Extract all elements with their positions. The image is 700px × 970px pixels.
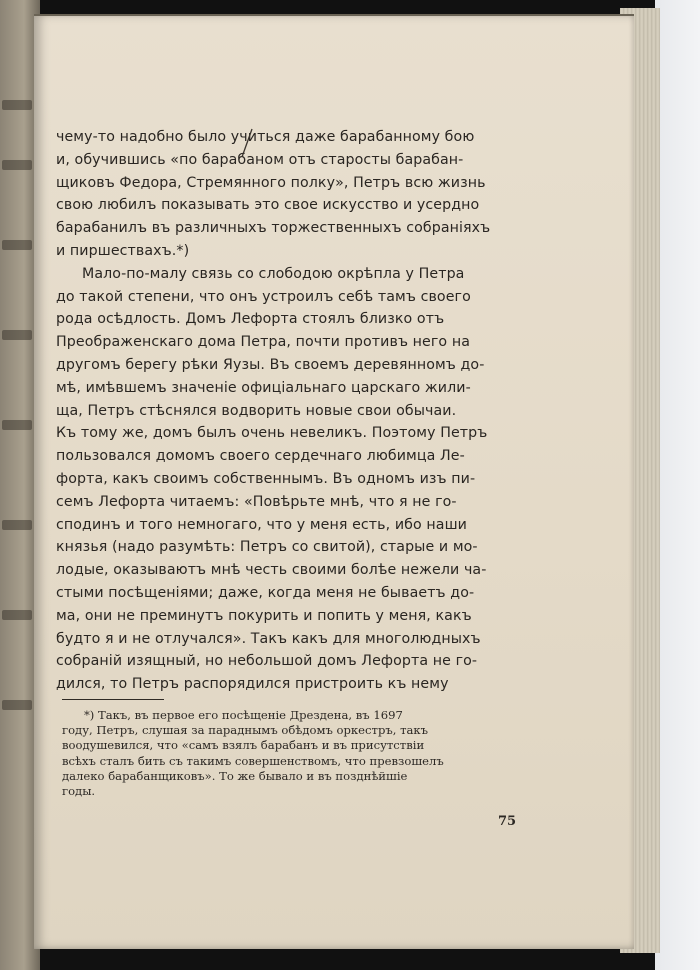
- text-line: свою любилъ показывать это свое искусство и усердно: [56, 197, 480, 214]
- text-line: ма, они не преминутъ покурить и попить у меня, какъ: [56, 607, 472, 624]
- text-line: князья (надо разумѣть: Петръ со свитой), старые и мо-: [56, 539, 478, 556]
- text-line: до такой степени, что онъ устроилъ себѣ тамъ своего: [56, 288, 471, 305]
- main-text: [56, 126, 496, 696]
- previous-page-text-fragment: [2, 520, 32, 530]
- previous-page-text-fragment: [2, 160, 32, 170]
- text-line: сподинъ и того немногаго, что у меня есть, ибо наши: [56, 516, 467, 533]
- previous-page-text-fragment: [2, 610, 32, 620]
- text-line: щиковъ Федора, Стремянного полку», Петръ всю жизнь: [56, 174, 486, 191]
- footnote-line: воодушевился, что «самъ взялъ барабанъ и въ присутствіи: [62, 738, 425, 753]
- text-line: собраній изящный, но небольшой домъ Лефорта не го-: [56, 653, 478, 670]
- text-line: чему-то надобно было учиться даже барабанному бою: [56, 129, 475, 145]
- text-line: рода осѣдлость. Домъ Лефорта стоялъ близко отъ: [56, 311, 445, 328]
- text-line: форта, какъ своимъ собственнымъ. Въ одномъ изъ пи-: [56, 470, 476, 487]
- footnote: [62, 708, 502, 799]
- text-line: барабанилъ въ различныхъ торжественныхъ собраніяхъ: [56, 220, 491, 237]
- previous-page-text-fragment: [2, 240, 32, 250]
- pencil-mark-icon: [238, 128, 256, 158]
- text-line: дился, то Петръ распорядился пристроить къ нему: [56, 676, 449, 693]
- text-line: и, обучившись «по барабаном отъ старосты барабан-: [56, 151, 464, 168]
- text-line: Мало-по-малу связь со слободою окрѣпла у Петра: [82, 265, 465, 282]
- footnote-line: всѣхъ сталъ бить съ такимъ совершенствомъ, что превзошелъ: [62, 753, 444, 768]
- previous-page-text-fragment: [2, 330, 32, 340]
- footnote-line: далеко барабанщиковъ». То же бывало и въ позднѣйшіе: [62, 768, 408, 783]
- footnote-rule: [62, 699, 164, 700]
- text-line: лодые, оказываютъ мнѣ честь своими болѣе нежели ча-: [56, 562, 487, 579]
- previous-page-text-fragment: [2, 100, 32, 110]
- text-line: будто я и не отлучался». Такъ какъ для многолюдныхъ: [56, 630, 481, 647]
- text-line: мѣ, имѣвшемъ значеніе офиціальнаго царскаго жили-: [56, 379, 471, 396]
- footnote-line: годы.: [62, 784, 96, 799]
- page-number: 75: [498, 814, 517, 829]
- previous-page-text-fragment: [2, 700, 32, 710]
- text-line: семъ Лефорта читаемъ: «Повѣрьте мнѣ, что я не го-: [56, 493, 457, 510]
- previous-page-text-fragment: [2, 420, 32, 430]
- text-line: и пиршествахъ.*): [56, 242, 190, 259]
- text-line: Къ тому же, домъ былъ очень невеликъ. Поэтому Петръ: [56, 425, 488, 442]
- text-line: стыми посѣщеніями; даже, когда меня не бываетъ до-: [56, 584, 475, 601]
- footnote-line: году, Петръ, слушая за параднымъ обѣдомъ оркестръ, такъ: [62, 723, 429, 738]
- backdrop: [655, 0, 700, 970]
- text-line: пользовался домомъ своего сердечнаго любимца Ле-: [56, 448, 465, 465]
- text-line: другомъ берегу рѣки Яузы. Въ своемъ деревянномъ до-: [56, 356, 485, 373]
- text-line: Преображенскаго дома Петра, почти противъ него на: [56, 334, 470, 351]
- text-line: ща, Петръ стѣснялся водворить новые свои обычаи.: [56, 402, 457, 419]
- footnote-line: *) Такъ, въ первое его посѣщеніе Дрездена, въ 1697: [84, 708, 403, 722]
